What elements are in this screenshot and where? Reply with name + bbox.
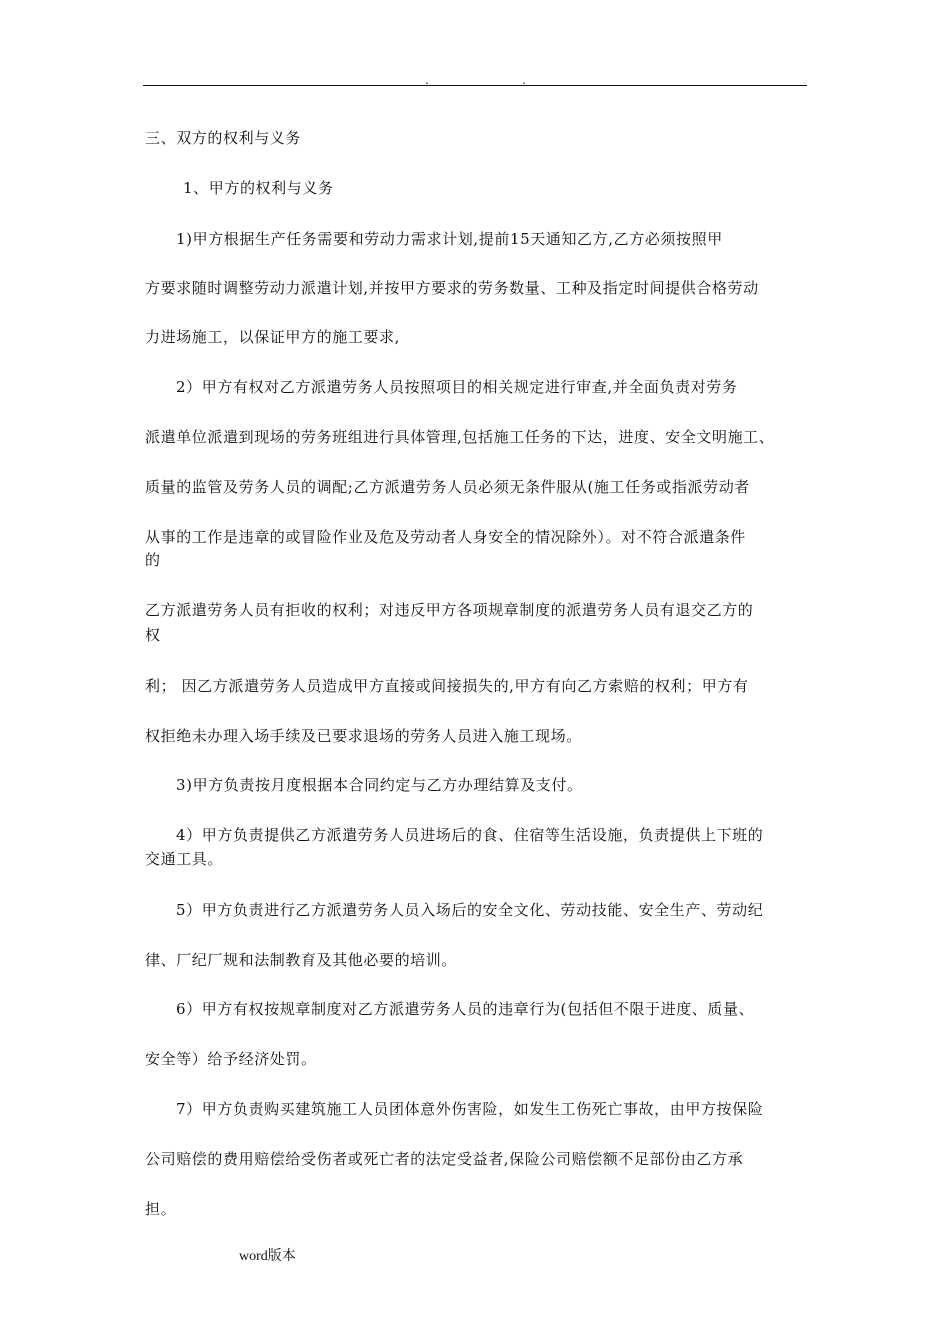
paragraph-line: 7）甲方负责购买建筑施工人员团体意外伤害险，如发生工伤死亡事故，由甲方按保险 <box>176 1100 764 1118</box>
paragraph-line: 3)甲方负责按月度根据本合同约定与乙方办理结算及支付。 <box>176 776 583 794</box>
paragraph-line: 公司赔偿的费用赔偿给受伤者或死亡者的法定受益者,保险公司赔偿额不足部份由乙方承 <box>145 1150 744 1168</box>
paragraph-line: 担。 <box>145 1200 177 1218</box>
paragraph-line: 2）甲方有权对乙方派遣劳务人员按照项目的相关规定进行审查,并全面负责对劳务 <box>176 378 738 396</box>
paragraph-line: 从事的工作是违章的或冒险作业及危及劳动者人身安全的情况除外）。对不符合派遣条件 <box>145 528 746 546</box>
paragraph-line: 权 <box>145 626 161 644</box>
paragraph-line: 安全等）给予经济处罚。 <box>145 1050 317 1068</box>
header-dot: . <box>425 73 429 87</box>
paragraph-line: 6）甲方有权按规章制度对乙方派遣劳务人员的违章行为(包括但不限于进度、质量、 <box>176 1000 755 1018</box>
paragraph-line: 派遣单位派遣到现场的劳务班组进行具体管理,包括施工任务的下达，进度、安全文明施工、 <box>145 428 775 446</box>
paragraph-line: 的 <box>145 551 161 569</box>
paragraph-line: 律、厂纪厂规和法制教育及其他必要的培训。 <box>145 951 458 969</box>
paragraph-line: 交通工具。 <box>145 850 224 868</box>
paragraph-line: 权拒绝未办理入场手续及已要求退场的劳务人员进入施工现场。 <box>145 727 582 745</box>
paragraph-line: 质量的监管及劳务人员的调配;乙方派遣劳务人员必须无条件服从(施工任务或指派劳动者 <box>145 478 750 496</box>
paragraph-line: 力进场施工，以保证甲方的施工要求, <box>145 328 400 346</box>
subsection-heading: 1、甲方的权利与义务 <box>183 179 334 197</box>
paragraph-line: 1)甲方根据生产任务需要和劳动力需求计划,提前15天通知乙方,乙方必须按照甲 <box>176 230 723 248</box>
paragraph-line: 4）甲方负责提供乙方派遣劳务人员进场后的食、住宿等生活设施，负责提供上下班的 <box>176 826 764 844</box>
paragraph-line: 方要求随时调整劳动力派遣计划,并按甲方要求的劳务数量、工种及指定时间提供合格劳动 <box>145 279 759 297</box>
page-footer: word版本 <box>239 1249 296 1264</box>
paragraph-line: 5）甲方负责进行乙方派遣劳务人员入场后的安全文化、劳动技能、安全生产、劳动纪 <box>176 901 764 919</box>
paragraph-line: 乙方派遣劳务人员有拒收的权利；对违反甲方各项规章制度的派遣劳务人员有退交乙方的 <box>145 601 754 619</box>
header-rule <box>143 85 807 86</box>
header-dot: . <box>522 73 526 87</box>
paragraph-line: 利； 因乙方派遣劳务人员造成甲方直接或间接损失的,甲方有向乙方索赔的权利；甲方有 <box>145 677 749 695</box>
section-heading: 三、双方的权利与义务 <box>145 129 302 147</box>
